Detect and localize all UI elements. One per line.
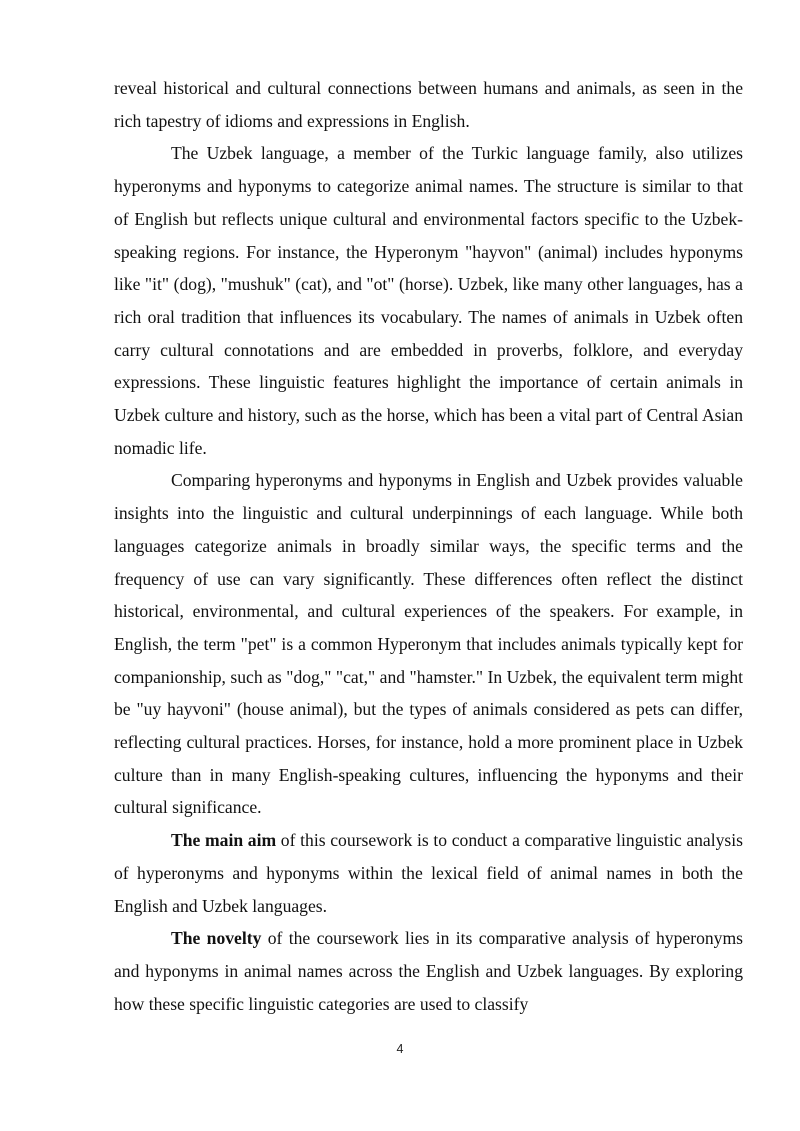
paragraph-text: reveal historical and cultural connections between humans and animals, as seen in the rich tapestry of idioms and expressions in English.	[114, 78, 743, 131]
paragraph-lead-bold: The main aim	[171, 830, 277, 851]
paragraph-uzbek-language	[114, 137, 743, 464]
paragraph-comparing	[114, 464, 743, 824]
paragraph-text: of this coursework is to conduct a comparative linguistic analysis of hyperonyms and hyponyms within the lexical field of animal names in both the English and Uzbek languages.	[114, 830, 743, 916]
paragraph-lead-bold: The novelty	[171, 928, 262, 949]
paragraph-text: Comparing hyperonyms and hyponyms in English and Uzbek provides valuable insights into the linguistic and cultural underpinnings of each language. While both languages categorize animals in broadly similar ways, the specific terms and the frequency of use can vary significantly. These differences often reflect the distinct historical, environmental, and cultural experiences of the speakers. For example, in English, the term "pet" is a common Hyperonym that includes animals typically kept for companionship, such as "dog," "cat," and "hamster." In Uzbek, the equivalent term might be "uy hayvoni" (house animal), but the types of animals considered as pets can differ, reflecting cultural practices. Horses, for instance, hold a more prominent place in Uzbek culture than in many English-speaking cultures, influencing the hyponyms and their cultural significance.	[114, 470, 743, 818]
paragraph-novelty	[114, 922, 743, 1020]
page-number: 4	[396, 1042, 404, 1056]
paragraph-text: The Uzbek language, a member of the Turkic language family, also utilizes hyperonyms and hyponyms to categorize animal names. The structure is similar to that of English but reflects unique cultural and environmental factors specific to the Uzbek-speaking regions. For instance, the Hyperonym "hayvon" (animal) includes hyponyms like "it" (dog), "mushuk" (cat), and "ot" (horse). Uzbek, like many other languages, has a rich oral tradition that influences its vocabulary. The names of animals in Uzbek often carry cultural connotations and are embedded in proverbs, folklore, and everyday expressions. These linguistic features highlight the importance of certain animals in Uzbek culture and history, such as the horse, which has been a vital part of Central Asian nomadic life.	[114, 143, 743, 458]
document-body	[114, 72, 743, 1020]
paragraph-continuation	[114, 72, 743, 137]
paragraph-text: of the coursework lies in its comparative analysis of hyperonyms and hyponyms in animal names across the English and Uzbek languages. By exploring how these specific linguistic categories are used to classify	[114, 928, 743, 1014]
paragraph-main-aim	[114, 824, 743, 922]
